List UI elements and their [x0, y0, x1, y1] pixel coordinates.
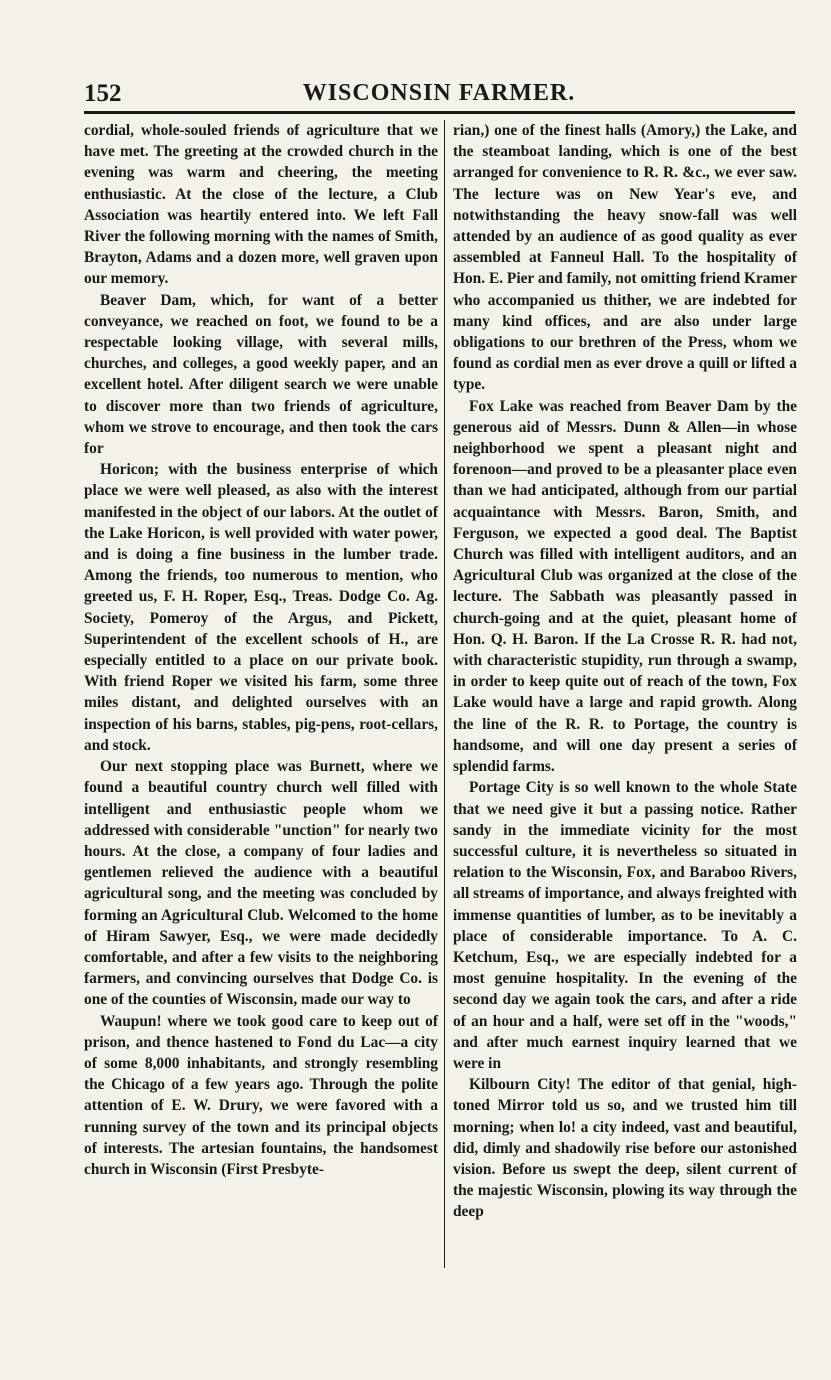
paragraph: cordial, whole-souled friends of agriculture that we have met. The greeting at the crowded church in the evening was warm and cheering, the meeting enthusiastic. At the close of the lecture, a Club Association was heartily entered into. We left Fall River the following morning with the names of Smith, Brayton, Adams and a dozen more, well graven upon our memory. [84, 122, 438, 288]
paragraph: Beaver Dam, which, for want of a better conveyance, we reached on foot, we found to be a respectable looking village, with several mills, churches, and colleges, a good weekly paper, and an excellent hotel. After diligent search we were unable to discover more than two friends of agriculture, whom we strove to encourage, and then took the cars for [84, 291, 438, 458]
paragraph: Kilbourn City! The editor of that genial, high-toned Mirror told us so, and we trusted him till morning; when lo! a city indeed, vast and beautiful, did, dimly and shadowily rise before our astonished vision. Before us swept the deep, silent current of the majestic Wisconsin, plowing its way through the deep [453, 1076, 797, 1221]
right-column [453, 120, 797, 1223]
paragraph: rian,) one of the finest halls (Amory,) the Lake, and the steamboat landing, which is one of the best arranged for convenience to R. R. &c., we ever saw. The lecture was on New Year's eve, and notwithstanding the heavy snow-fall was well attended by an audience of as good quality as ever assembled at Fanneul Hall. To the hospitality of Hon. E. Pier and family, not omitting friend Kramer who accompanied us thither, we are indebted for many kind offices, and are also under large obligations to our brethren of the Press, whom we found as cordial men as ever drove a quill or lifted a type. [453, 122, 797, 394]
header-rule [84, 111, 795, 114]
page-number: 152 [84, 80, 122, 107]
paragraph: Horicon; with the business enterprise of which place we were well pleased, as also with the interest manifested in the object of our labors. At the outlet of the Lake Horicon, is well provided with water power, and is doing a fine business in the lumber trade. Among the friends, too numerous to mention, who greeted us, F. H. Roper, Esq., Treas. Dodge Co. Ag. Society, Pomeroy of the Argus, and Pickett, Superintendent of the excellent schools of H., are especially entitled to a place on our private book. With friend Roper we visited his farm, some three miles distant, and delighted ourselves with an inspection of his barns, stables, pig-pens, root-cellars, and stock. [84, 461, 438, 754]
column-divider [444, 120, 445, 1268]
running-title: WISCONSIN FARMER. [302, 80, 576, 106]
paragraph: Fox Lake was reached from Beaver Dam by the generous aid of Messrs. Dunn & Allen—in whose neighborhood we spent a pleasant night and forenoon—and proved to be a pleasanter place even than we had anticipated, although from our partial acquaintance with Messrs. Baron, Smith, and Ferguson, we expected a good deal. The Baptist Church was filled with intelligent auditors, and an Agricultural Club was organized at the close of the lecture. The Sabbath was pleasantly passed in church-going and at the quiet, pleasant home of Hon. Q. H. Baron. If the La Crosse R. R. had not, with characteristic stupidity, run through a swamp, in order to keep quite out of reach of the town, Fox Lake would have a large and rapid growth. Along the line of the R. R. to Portage, the country is handsome, and will one day present a series of splendid farms. [453, 397, 797, 776]
paragraph: Waupun! where we took good care to keep out of prison, and thence hastened to Fond du Lac—a city of some 8,000 inhabitants, and strongly resembling the Chicago of a few years ago. Through the polite attention of E. W. Drury, we were favored with a running survey of the town and its principal objects of interests. The artesian fountains, the handsomest church in Wisconsin (First Presbyte- [84, 1012, 438, 1178]
page-header [84, 78, 794, 112]
paragraph: Portage City is so well known to the whole State that we need give it but a passing notice. Rather sandy in the immediate vicinity for the most successful culture, it is nevertheless so situated in relation to the Wisconsin, Fox, and Baraboo Rivers, all streams of importance, and always freighted with immense quantities of lumber, as to be inevitably a place of considerable importance. To A. C. Ketchum, Esq., we are especially indebted for a most genuine hospitality. In the evening of the second day we again took the cars, and after a ride of an hour and a half, were set off in the "woods," and after much earnest inquiry learned that we were in [453, 779, 797, 1072]
left-column [84, 120, 438, 1180]
paragraph: Our next stopping place was Burnett, where we found a beautiful country church well filled with intelligent and enthusiastic people whom we addressed with considerable "unction" for nearly two hours. At the close, a company of four ladies and gentlemen relieved the audience with a beautiful agricultural song, and the meeting was concluded by forming an Agricultural Club. Welcomed to the home of Hiram Sawyer, Esq., we were made decidedly comfortable, and after a few visits to the neighboring farmers, and convincing ourselves that Dodge Co. is one of the counties of Wisconsin, made our way to [84, 758, 438, 1009]
